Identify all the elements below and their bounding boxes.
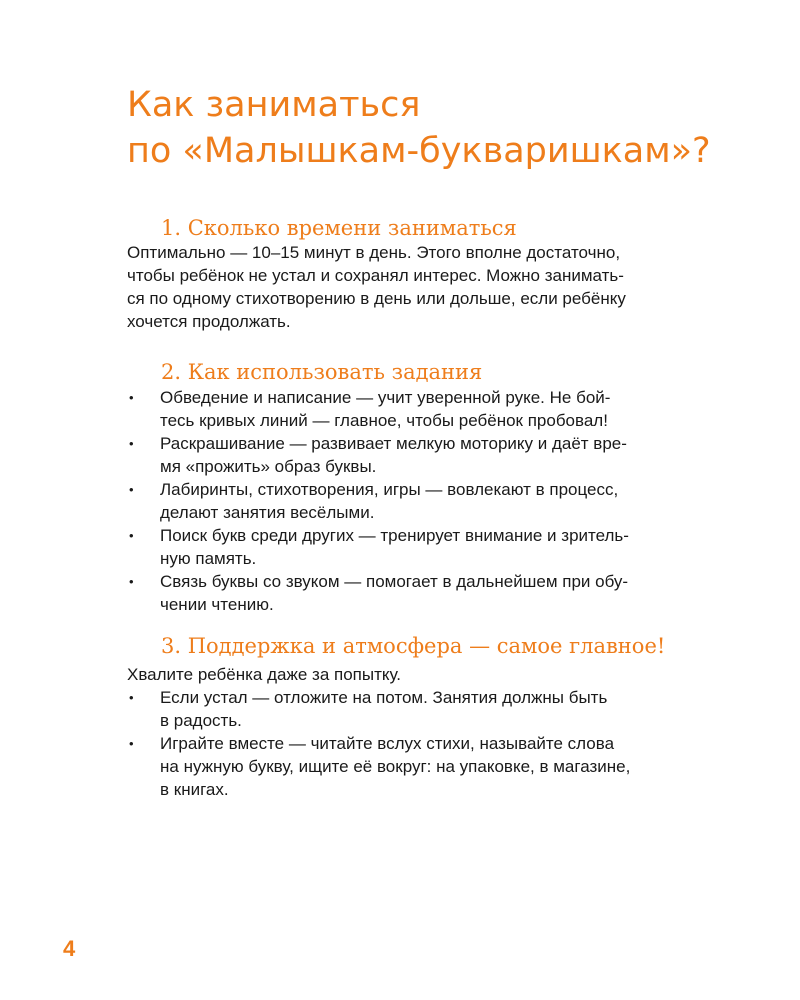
item-line: Если устал — отложите на потом. Занятия должны быть <box>160 688 608 707</box>
list-item <box>127 386 687 432</box>
bullet-icon: • <box>129 482 134 497</box>
bullet-icon: • <box>129 528 134 543</box>
list-item <box>127 686 687 732</box>
item-line: чении чтению. <box>160 595 274 614</box>
item-line: тесь кривых линий — главное, чтобы ребёнок пробовал! <box>160 411 608 430</box>
list-item <box>127 732 687 801</box>
section-1-heading: 1. Сколько времени заниматься <box>161 216 517 240</box>
item-line: в книгах. <box>160 780 229 799</box>
section-2-heading: 2. Как использовать задания <box>161 360 483 384</box>
page-number: 4 <box>63 936 76 961</box>
text-line: хочется продолжать. <box>127 312 291 331</box>
section-2-list <box>127 386 687 616</box>
section-3-list <box>127 686 687 801</box>
list-item <box>127 570 687 616</box>
text-line: Оптимально — 10–15 минут в день. Этого вполне достаточно, <box>127 243 621 262</box>
bullet-icon: • <box>129 436 134 451</box>
title-line-2: по «Малышкам-букваришкам»? <box>127 131 711 171</box>
item-line: мя «прожить» образ буквы. <box>160 457 377 476</box>
bullet-icon: • <box>129 390 134 405</box>
section-1-text <box>127 241 687 333</box>
text-line: чтобы ребёнок не устал и сохранял интерес. Можно занимать- <box>127 266 624 285</box>
section-3-intro: Хвалите ребёнка даже за попытку. <box>127 665 402 684</box>
bullet-icon: • <box>129 574 134 589</box>
item-line: Связь буквы со звуком — помогает в дальнейшем при обу- <box>160 572 629 591</box>
text-line: ся по одному стихотворению в день или дольше, если ребёнку <box>127 289 626 308</box>
bullet-icon: • <box>129 690 134 705</box>
list-item <box>127 432 687 478</box>
item-line: в радость. <box>160 711 242 730</box>
list-item <box>127 524 687 570</box>
item-line: Играйте вместе — читайте вслух стихи, называйте слова <box>160 734 615 753</box>
item-line: Обведение и написание — учит уверенной руке. Не бой- <box>160 388 611 407</box>
item-line: делают занятия весёлыми. <box>160 503 375 522</box>
item-line: ную память. <box>160 549 257 568</box>
title-line-1: Как заниматься <box>127 85 421 125</box>
bullet-icon: • <box>129 736 134 751</box>
item-line: Поиск букв среди других — тренирует внимание и зритель- <box>160 526 629 545</box>
item-line: на нужную букву, ищите её вокруг: на упаковке, в магазине, <box>160 757 631 776</box>
page-title <box>127 82 711 174</box>
item-line: Лабиринты, стихотворения, игры — вовлекают в процесс, <box>160 480 619 499</box>
list-item <box>127 478 687 524</box>
item-line: Раскрашивание — развивает мелкую моторику и даёт вре- <box>160 434 627 453</box>
section-3-heading: 3. Поддержка и атмосфера — самое главное! <box>161 634 666 658</box>
